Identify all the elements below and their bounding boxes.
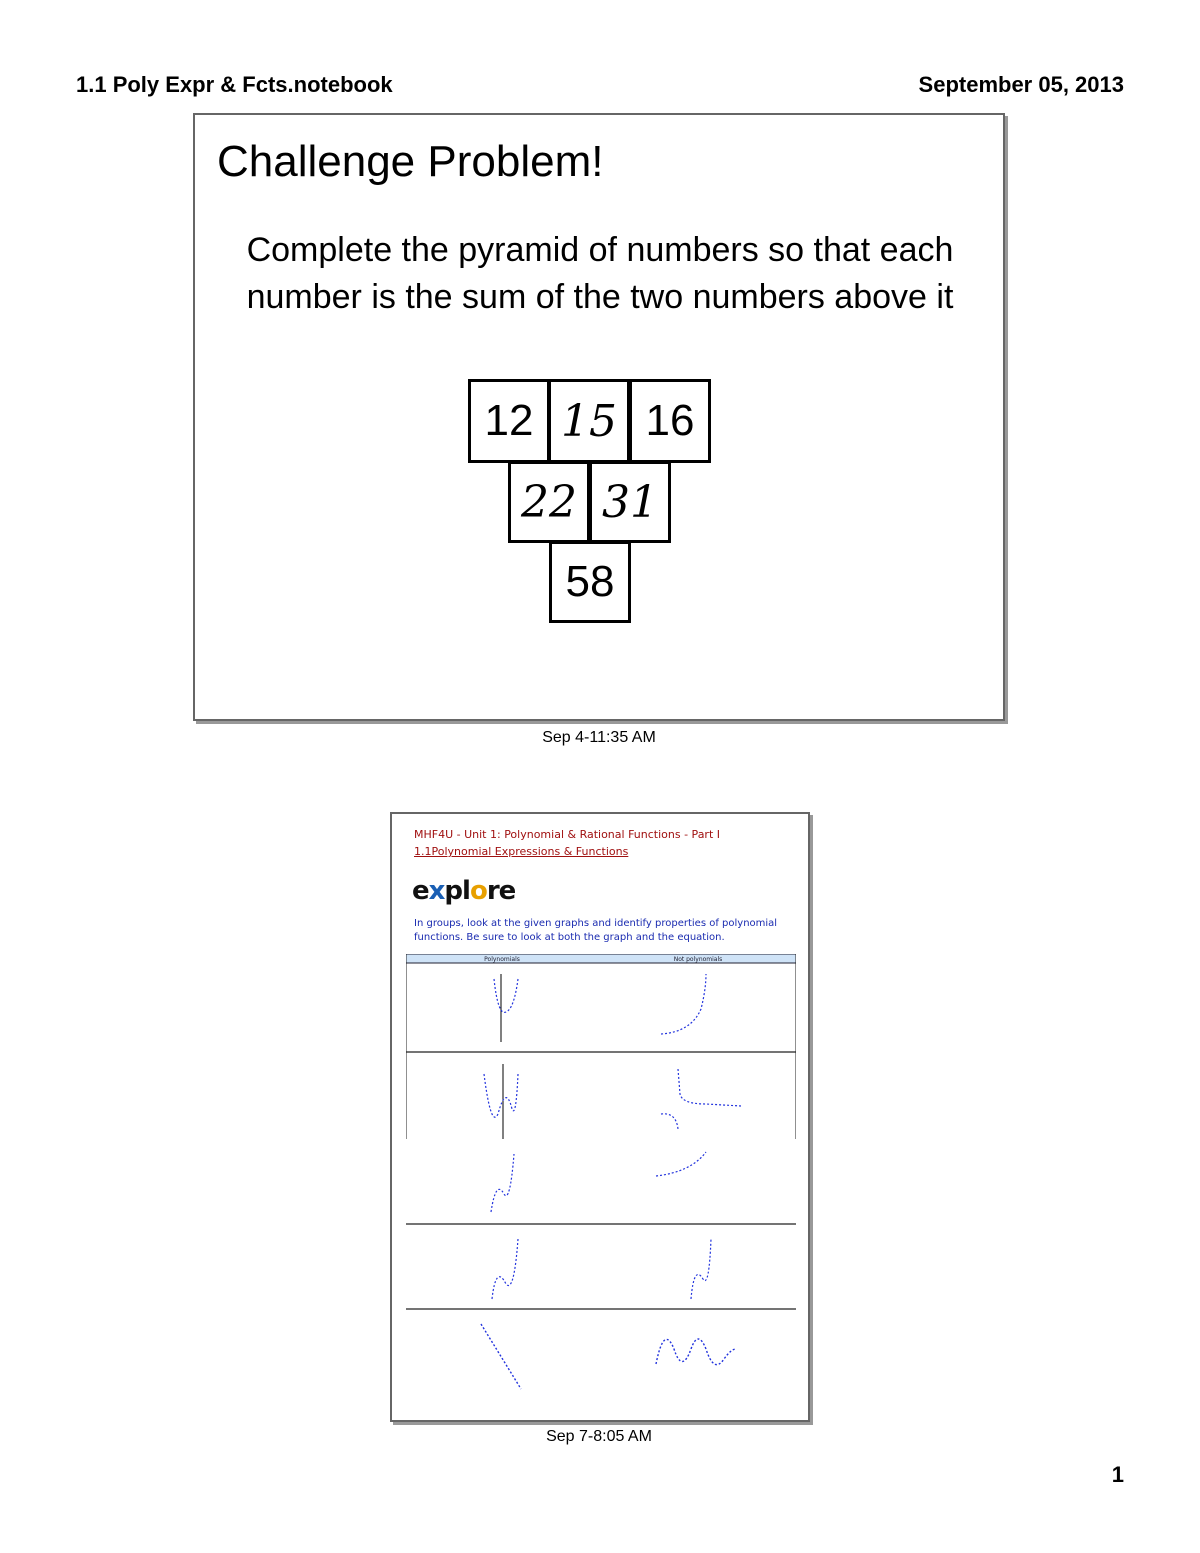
lesson-heading: 1.1Polynomial Expressions & Functions: [414, 845, 629, 858]
graph-non-polynomial-5: [656, 1339, 736, 1365]
slide-timestamp: Sep 7-8:05 AM: [546, 1428, 652, 1445]
pyramid-cell: 58: [549, 541, 631, 623]
pyramid-cell-handwritten: 15: [548, 379, 630, 463]
page-number: 1: [1111, 1462, 1124, 1487]
explore-logo: explore: [412, 876, 516, 906]
course-heading: MHF4U - Unit 1: Polynomial & Rational Functions - Part I: [414, 828, 721, 841]
column-header-polynomials: Polynomials: [484, 956, 520, 963]
slide-instructions: Complete the pyramid of numbers so that each number is the sum of the two numbers above it: [246, 231, 954, 316]
column-header-not-polynomials: Not polynomials: [673, 956, 723, 963]
document-date: September 05, 2013: [918, 72, 1124, 97]
pyramid-cell: 16: [629, 379, 711, 463]
graph-polynomial-3: [491, 1154, 514, 1212]
pyramid-cell-handwritten: 31: [589, 461, 671, 543]
graph-non-polynomial-4: [691, 1239, 711, 1299]
graph-non-polynomial-1: [661, 974, 706, 1034]
graph-polynomial-4: [492, 1239, 518, 1299]
explore-instructions: In groups, look at the given graphs and identify properties of polynomial functions. Be sure to look at both the graph and the equation.: [414, 918, 778, 943]
slide-title: Challenge Problem!: [217, 137, 604, 186]
slide-challenge-problem: [193, 113, 1005, 721]
pyramid-cell-handwritten: 22: [508, 461, 590, 543]
graph-non-polynomial-3: [656, 1152, 706, 1176]
graph-polynomial-1: [494, 974, 518, 1042]
graph-non-polynomial-2: [661, 1069, 741, 1129]
slide-explore-polynomials: [390, 812, 810, 1422]
notebook-title: 1.1 Poly Expr & Fcts.notebook: [76, 72, 393, 97]
graph-polynomial-2: [484, 1064, 518, 1139]
graph-comparison-table: [406, 954, 796, 1414]
slide-timestamp: Sep 4-11:35 AM: [542, 729, 656, 746]
graph-polynomial-5: [481, 1324, 521, 1389]
pyramid-cell: 12: [468, 379, 550, 463]
